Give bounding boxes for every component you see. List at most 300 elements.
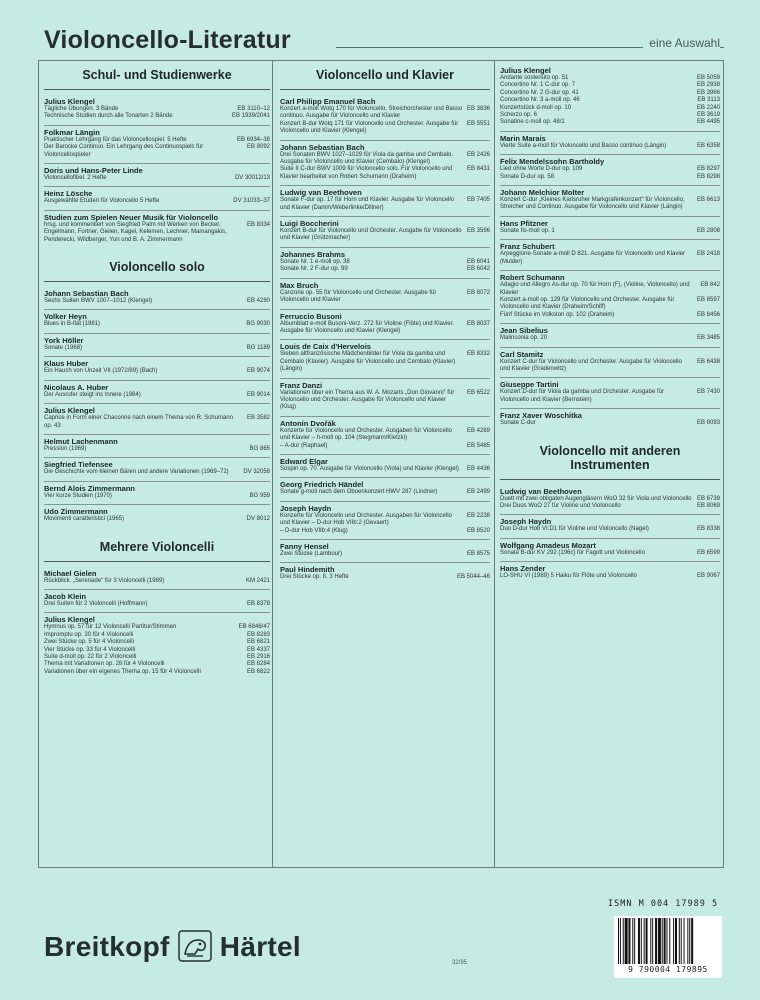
- work-title: Pression (1969): [44, 445, 87, 452]
- edition-number: EB 8037: [466, 320, 490, 327]
- barcode-bar: [652, 918, 653, 964]
- work-title: Duett mit zwei obligaten Augengläsern WoO 32 für Viola und Violoncello: [500, 495, 692, 502]
- work-title: Sonate F-dur op. 17 für Horn und Klavier. Ausgabe für Violoncello und Klavier (Damm/Weberlinke/Dillner): [280, 197, 454, 211]
- edition-number: EB 6522: [466, 389, 490, 396]
- work-row: [500, 389, 720, 404]
- edition-number: EB 8092: [246, 144, 270, 151]
- work-row: [500, 119, 720, 126]
- composer-name: Julius Klengel: [44, 612, 270, 624]
- edition-number: EB 8297: [696, 166, 720, 173]
- composer-name: Julius Klengel: [44, 403, 270, 415]
- column-2: [280, 60, 490, 582]
- edition-number: EB 2240: [696, 104, 720, 111]
- work-title: Der Barocke Continuo. Ein Lehrgang des Continuospiels für Violoncellospieler: [44, 144, 204, 158]
- composer-name: Robert Schumann: [500, 270, 720, 282]
- work-row: [280, 228, 490, 243]
- work-row: [280, 551, 490, 558]
- barcode-bar: [641, 918, 642, 964]
- edition-number: EB 8072: [466, 289, 490, 296]
- composer-name: Ludwig van Beethoven: [500, 486, 582, 496]
- composer-name: Johann Sebastian Bach: [44, 289, 129, 299]
- work-row: [44, 321, 270, 328]
- work-title: – D-dur Hob VIIb:4 (Klug): [280, 527, 348, 534]
- page-title: Violoncello-Literatur: [44, 26, 291, 54]
- edition-number: EB 6599: [696, 549, 720, 556]
- work-row: [500, 82, 720, 89]
- edition-number: EB 8378: [246, 600, 270, 607]
- work-row: [280, 351, 490, 373]
- edition-number: BG 959: [249, 492, 270, 499]
- section-heading: Mehrere Violoncelli: [44, 532, 270, 562]
- work-title: Drei Suiten für 2 Violoncelli (Hoffmann): [44, 600, 148, 607]
- work-title: Arpeggione-Sonate a-moll D 821. Ausgabe für Violoncello und Klavier (Mulder): [500, 251, 686, 265]
- work-row: [44, 144, 270, 159]
- work-title: Impromptu op. 30 für 4 Violoncelli: [44, 631, 134, 638]
- work-row: [500, 197, 720, 212]
- composer-name: Wolfgang Amadeus Mozart: [500, 538, 720, 550]
- publisher-logo: [44, 930, 301, 963]
- publisher-name-left: Breitkopf: [44, 931, 170, 962]
- composer-name: Michael Gielen: [44, 568, 97, 578]
- work-row: [44, 222, 270, 244]
- composer-name: Giuseppe Tartini: [500, 377, 720, 389]
- work-row: [280, 466, 490, 473]
- composer-name: Louis de Caix d'Hervelois: [280, 339, 490, 351]
- composer-name: Edward Elgar: [280, 454, 490, 466]
- edition-number: EB 6821: [246, 639, 270, 646]
- edition-number: DV 8012: [246, 516, 270, 523]
- work-row: [280, 390, 490, 412]
- work-row: [280, 428, 490, 443]
- barcode-bar: [655, 918, 657, 964]
- work-title: Die Geschichte vom kleinen Bären und andere Variationen (1969–72): [44, 469, 229, 476]
- work-title: Concertino Nr. 3 a-moll op. 46: [500, 97, 580, 104]
- edition-number: EB 9067: [696, 573, 720, 580]
- barcode-bar: [646, 918, 648, 964]
- work-title: Blues in B-flat (1981): [44, 321, 101, 328]
- work-title: Concertino Nr. 2 G-dur op. 41: [500, 89, 579, 96]
- work-title: Sechs Suiten BWV 1007–1012 (Klengel): [44, 298, 153, 305]
- edition-number: EB 5044–46: [456, 574, 490, 581]
- column-1: [44, 60, 270, 676]
- edition-number: EB 6042: [466, 266, 490, 273]
- work-row: [44, 493, 270, 500]
- work-row: [44, 392, 270, 399]
- barcode-bar: [679, 918, 680, 964]
- work-title: Konzerte für Violoncello und Orchester. Ausgaben für Violoncello und Klavier – D-dur Hob VIIb:2 (Gevaert): [280, 512, 452, 527]
- work-title: Vier Stücke op. 33 für 4 Violoncelli: [44, 646, 136, 653]
- work-title: – A-dur (Raphael): [280, 442, 328, 449]
- work-row: [44, 624, 270, 631]
- edition-number: EB 1939/2041: [231, 113, 270, 120]
- edition-number: EB 2238: [466, 512, 490, 519]
- barcode-bar: [691, 918, 693, 964]
- edition-number: EB 8520: [466, 527, 490, 534]
- work-title: Konzertstück d-moll op. 10: [500, 104, 572, 111]
- work-title: Adagio und Allegro As-dur op. 70 für Horn (F), (Violine, Violoncello) und Klavier: [500, 282, 690, 296]
- work-row: [44, 516, 270, 523]
- barcode-bar: [675, 918, 677, 964]
- section-heading: Violoncello und Klavier: [280, 60, 490, 90]
- work-title: Praktischer Lehrgang für das Violoncellospiel. 5 Hefte: [44, 136, 187, 143]
- work-row: [280, 106, 490, 121]
- composer-name: Paul Hindemith: [280, 562, 490, 574]
- edition-number: EB 9074: [246, 368, 270, 375]
- barcode-bar: [634, 918, 635, 964]
- edition-number: EB 5485: [466, 442, 490, 449]
- work-title: Sonate (1968): [44, 344, 83, 351]
- work-title: hrsg. und kommentiert von Siegfried Palm mit Werken von Becker, Engelmann, Fortner, Gielen, Kagel, Kelemen, Lechner, Mamangakis, Penderecki, Wildberger, Yun und B. A. Zimmermann: [44, 221, 227, 243]
- edition-number: EB 8283: [246, 631, 270, 638]
- composer-name: Johann Sebastian Bach: [280, 140, 490, 152]
- work-row: [44, 345, 270, 352]
- work-title: Variationen über ein eigenes Thema op. 15 für 4 Violoncelli: [44, 668, 201, 675]
- composer-name: Julius Klengel: [500, 66, 551, 75]
- composer-name: Franz Danzi: [280, 378, 490, 390]
- barcode-bar: [684, 918, 685, 964]
- edition-number: EB 7405: [466, 197, 490, 204]
- barcode-bar: [687, 918, 688, 964]
- composer-name: Hans Zender: [500, 561, 720, 573]
- edition-number: EB 4495: [696, 119, 720, 126]
- edition-number: EB 5551: [466, 120, 490, 127]
- work-title: LO-SHU VI (1989) 5 Haiku für Flöte und Violoncello: [500, 573, 637, 580]
- work-title: Sonate D-dur op. 58: [500, 173, 555, 180]
- barcode-bar: [673, 918, 674, 964]
- catalog-code: 32/95: [452, 960, 468, 966]
- barcode-bar: [664, 918, 666, 964]
- work-title: Duo D-dur Hob VI:D1 für Violine und Violoncello (Nagel): [500, 526, 649, 533]
- edition-number: EB 2426: [466, 151, 490, 158]
- barcode-bar: [620, 918, 621, 964]
- work-row: [280, 166, 490, 181]
- work-title: Suite d-moll op. 22 für 2 Violoncelli: [44, 653, 137, 660]
- edition-number: EB 4436: [466, 465, 490, 472]
- barcode-bar: [644, 918, 645, 964]
- work-row: [280, 266, 490, 273]
- edition-number: DV 30012/13: [234, 175, 270, 182]
- work-title: Sonate Nr. 1 e-moll op. 38: [280, 258, 350, 265]
- work-title: Konzert B-dur Wotq 171 für Violoncello und Orchester. Ausgabe für Violoncello und Klavier (Klengel): [280, 120, 459, 135]
- edition-number: EB 3836: [466, 106, 490, 112]
- work-row: [500, 282, 720, 297]
- work-row: [44, 175, 270, 182]
- edition-number: BG 865: [249, 445, 270, 452]
- work-row: [44, 578, 270, 585]
- composer-name: York Höller: [44, 333, 270, 345]
- work-row: [44, 661, 270, 668]
- edition-number: DV 32058: [243, 469, 270, 476]
- work-row: [500, 526, 720, 533]
- work-row: [44, 113, 270, 120]
- work-title: Vier kurze Studien (1970): [44, 492, 112, 499]
- work-title: Konzert B-dur für Violoncello und Orchester. Ausgabe für Violoncello und Klavier (Grützmacher): [280, 228, 462, 242]
- edition-number: EB 8334: [246, 221, 270, 228]
- edition-number: EB 2808: [696, 227, 720, 234]
- composer-name: Marin Marais: [500, 131, 720, 143]
- edition-number: EB 6041: [466, 258, 490, 265]
- edition-number: EB 3113: [697, 97, 720, 104]
- composer-name: Ferruccio Busoni: [280, 309, 490, 321]
- work-title: Lied ohne Worte D-dur op. 109: [500, 166, 583, 173]
- work-row: [44, 198, 270, 205]
- work-title: Drei Stücke op. 8. 3 Hefte: [280, 574, 349, 581]
- barcode-bar: [638, 918, 640, 964]
- work-row: [280, 321, 490, 336]
- section-heading: Schul- und Studienwerke: [44, 60, 270, 90]
- work-title: Sonate B-dur KV 292 (196c) für Fagott und Violoncello: [500, 549, 645, 556]
- work-row: [44, 106, 270, 113]
- work-title: Drei Duos WoO 27 für Violine und Violoncello: [500, 502, 621, 509]
- edition-number: EB 2418: [696, 251, 720, 258]
- edition-number: EB 6846/47: [238, 624, 270, 631]
- edition-number: EB 9014: [246, 391, 270, 398]
- work-row: [280, 489, 490, 496]
- work-title: Albumblatt e-moll Busoni-Verz. 272 für Violine (Flöte) und Klavier. Ausgabe für Violoncello und Klavier (Klengel): [280, 320, 454, 334]
- composer-name: Ludwig van Beethoven: [280, 185, 490, 197]
- work-title: Movimenti caratteristici (1965): [44, 516, 125, 523]
- work-title: Sonate Nr. 2 F-dur op. 99: [280, 266, 348, 273]
- composer-name: Helmut Lachenmann: [44, 434, 270, 446]
- work-row: [500, 297, 720, 312]
- work-row: [44, 137, 270, 144]
- composer-name: Udo Zimmermann: [44, 504, 270, 516]
- work-row: [500, 335, 720, 342]
- work-row: [500, 312, 720, 319]
- work-row: [280, 290, 490, 305]
- work-row: [500, 251, 720, 266]
- composer-name: Joseph Haydn: [500, 514, 720, 526]
- edition-number: EB 8093: [696, 420, 720, 427]
- composer-name: Nicolaus A. Huber: [44, 380, 270, 392]
- composer-name: Fanny Hensel: [280, 539, 490, 551]
- work-title: Sonate fis-moll op. 1: [500, 227, 555, 234]
- composer-name: Franz Xaver Woschitka: [500, 408, 720, 420]
- composer-name: Hans Pfitzner: [500, 216, 720, 228]
- composer-name: Carl Philipp Emanuel Bach: [280, 97, 376, 106]
- composer-name: Julius Klengel: [44, 97, 95, 106]
- work-row: [500, 166, 720, 173]
- composer-name: Georg Friedrich Händel: [280, 477, 490, 489]
- composer-name: Max Bruch: [280, 278, 490, 290]
- work-title: Concertino Nr. 1 C-dur op. 7: [500, 82, 576, 89]
- work-row: [280, 574, 490, 581]
- work-title: Sospiri op. 70. Ausgabe für Violoncello (Viola) und Klavier (Klengel): [280, 465, 459, 472]
- barcode-bar: [618, 918, 619, 964]
- work-row: [500, 228, 720, 235]
- publisher-name-right: Härtel: [219, 931, 301, 962]
- edition-number: EB 842: [700, 282, 720, 289]
- edition-number: EB 8332: [466, 351, 490, 358]
- edition-number: EB 2938: [696, 82, 720, 89]
- work-title: Konzerte für Violoncello und Orchester. Ausgaben für Violoncello und Klavier – h-moll op. 104 (Stegmann/Kletzki): [280, 427, 452, 442]
- work-row: [500, 75, 720, 82]
- edition-number: DV 31033–37: [233, 198, 270, 205]
- work-title: Ausgewählte Etüden für Violoncello 5 Hefte: [44, 198, 160, 205]
- work-row: [44, 632, 270, 639]
- composer-name: Antonín Dvořák: [280, 416, 490, 428]
- composer-name: Johannes Brahms: [280, 247, 490, 259]
- edition-number: EB 6358: [696, 142, 720, 149]
- work-title: Sieben altfranzösische Mädchenbilder für Viola da gamba und Cembalo (Klavier). Ausgabe für Violoncello und Cembalo (Klavier) (Längin): [280, 351, 456, 373]
- composer-name: Siegfried Tiefensee: [44, 457, 270, 469]
- composer-name: Johann Melchior Molter: [500, 185, 720, 197]
- work-title: Violoncellofibel. 2 Hefte: [44, 175, 107, 182]
- edition-number: EB 6934–38: [236, 136, 270, 143]
- barcode-bar: [658, 918, 661, 964]
- edition-number: EB 3619: [696, 112, 720, 119]
- edition-number: EB 3596: [466, 228, 490, 235]
- work-row: [280, 197, 490, 212]
- barcode-bar: [632, 918, 633, 964]
- composer-name: Felix Mendelssohn Bartholdy: [500, 154, 720, 166]
- work-title: Zwei Stücke (Lambour): [280, 551, 343, 557]
- composer-name: Heinz Lösche: [44, 186, 270, 198]
- work-title: Sonate C-dur: [500, 420, 536, 427]
- composer-name: Folkmar Längin: [44, 125, 270, 137]
- barcode-bar: [666, 918, 667, 964]
- edition-number: EB 4269: [466, 427, 490, 434]
- work-row: [280, 259, 490, 266]
- work-row: [500, 420, 720, 427]
- section-heading: Violoncello solo: [44, 252, 270, 282]
- work-title: Andante sostenuto op. 51: [500, 75, 569, 81]
- edition-number: EB 8298: [696, 173, 720, 180]
- work-title: Caprice in Form einer Chaconne nach einem Thema von R. Schumann op. 43: [44, 415, 233, 429]
- work-title: Variationen über ein Thema aus W. A. Mozarts „Don Giovanni“ für Violoncello und Orchester. Ausgabe für Violoncello und Klavier (Klug): [280, 389, 455, 411]
- edition-number: EB 6739: [696, 495, 720, 502]
- barcode-bars: [618, 918, 718, 964]
- composer-name: Volker Heyn: [44, 309, 270, 321]
- edition-number: EB 8575: [466, 551, 490, 557]
- edition-number: EB 2916: [246, 653, 270, 660]
- work-title: Konzert a-moll op. 129 für Violoncello und Orchester. Ausgabe für Violoncello und Klavier (Draheim/Schiff): [500, 296, 675, 311]
- edition-number: EB 6822: [246, 668, 270, 675]
- work-title: Drei Sonaten BWV 1027–1029 für Viola da gamba und Cembalo. Ausgabe für Violoncello und Klavier (Cembalo) (Klengel): [280, 151, 454, 166]
- work-row: [280, 121, 490, 136]
- work-row: [44, 415, 270, 430]
- page-subtitle: eine Auswahl: [643, 36, 720, 50]
- composer-name: Klaus Huber: [44, 356, 270, 368]
- work-title: Zwei Stücke op. 5 für 4 Violoncelli: [44, 639, 134, 646]
- work-title: Thema mit Variationen op. 28 für 4 Violoncelli: [44, 661, 165, 668]
- work-row: [44, 469, 270, 476]
- composer-name: Doris und Hans-Peter Linde: [44, 163, 270, 175]
- work-title: Technische Studien durch alle Tonarten 2 Bände: [44, 113, 173, 120]
- work-title: Sonatine c-moll op. 48/1: [500, 119, 565, 126]
- edition-number: EB 7430: [696, 389, 720, 396]
- edition-number: EB 8284: [246, 661, 270, 668]
- work-title: Rückblick. „Serenade“ für 3 Violoncelli (1989): [44, 577, 165, 584]
- work-row: [500, 550, 720, 557]
- edition-number: EB 8597: [696, 296, 720, 303]
- barcode-bar: [689, 918, 690, 964]
- lion-emblem-icon: [178, 930, 212, 962]
- barcode-bar: [650, 918, 651, 964]
- work-title: Konzert C-dur „Kleines Karlsruher Markgrafenkonzert“ für Violoncello, Streicher und Continuo. Ausgabe für Violoncello und Klavier (Längin): [500, 197, 685, 211]
- edition-number: EB 5059: [696, 75, 720, 81]
- work-title: Konzert D-dur für Viola da gamba und Orchester. Ausgabe für Violoncello und Klavier (Bernstein): [500, 389, 664, 403]
- work-row: [44, 647, 270, 654]
- ismn-label: ISMN M 004 17989 5: [608, 899, 719, 909]
- work-title: Scherzo op. 6: [500, 112, 538, 119]
- work-title: Konzert C-dur für Violoncello und Orchester. Ausgabe für Violoncello und Klavier (Gradenwitz): [500, 358, 682, 372]
- composer-name: Bernd Alois Zimmermann: [44, 481, 270, 493]
- edition-number: EB 3582: [246, 415, 270, 422]
- work-title: Canzone op. 55 für Violoncello und Orchester. Ausgabe für Violoncello und Klavier: [280, 289, 437, 304]
- work-row: [44, 368, 270, 375]
- edition-number: EB 8431: [466, 166, 490, 173]
- work-row: [500, 174, 720, 181]
- work-row: [500, 112, 720, 119]
- work-title: Suite II C-dur BWV 1009 für Violoncello solo. Für Violoncello und Klavier bearbeitet von Robert Schumann (Draheim): [280, 166, 453, 180]
- barcode-bar: [625, 918, 628, 964]
- edition-number: BG 9030: [246, 321, 270, 328]
- work-title: Vierte Suite a-moll für Violoncello und Basso continuo (Längin): [500, 142, 667, 149]
- edition-number: KM 2421: [245, 577, 270, 584]
- edition-number: EB 2499: [466, 489, 490, 496]
- section-heading: Violoncello mit anderen Instrumenten: [500, 436, 720, 480]
- work-row: [280, 513, 490, 528]
- barcode-bar: [628, 918, 630, 964]
- work-row: [500, 359, 720, 374]
- work-row: [500, 105, 720, 112]
- work-row: [500, 503, 720, 510]
- edition-number: BG 1189: [246, 344, 270, 351]
- work-title: Der Ausrufer steigt ins Innere (1984): [44, 391, 141, 398]
- work-title: Konzert a-moll Wotq 170 für Violoncello, Streichorchester und Basso continuo. Ausgabe für Violoncello und Klavier: [280, 106, 463, 120]
- work-title: Ein Hauch von Unzeit VII (1972/89) (Bach): [44, 368, 158, 375]
- composer-name: Franz Schubert: [500, 239, 720, 251]
- work-row: [44, 669, 270, 676]
- work-row: [500, 97, 720, 104]
- barcode-number: 9 790004 179895: [628, 965, 708, 974]
- composer-name: Luigi Boccherini: [280, 216, 490, 228]
- edition-number: EB 3485: [696, 335, 720, 342]
- work-row: [280, 528, 490, 535]
- barcode-bar: [623, 918, 624, 964]
- edition-number: EB 8456: [696, 311, 720, 318]
- barcode-bar: [669, 918, 670, 964]
- composer-name: Carl Stamitz: [500, 347, 720, 359]
- work-row: [44, 601, 270, 608]
- barcode-bar: [681, 918, 682, 964]
- work-row: [280, 152, 490, 167]
- edition-number: EB 4337: [246, 646, 270, 653]
- composer-name: Joseph Haydn: [280, 501, 490, 513]
- edition-number: EB 4280: [246, 298, 270, 305]
- edition-number: EB 3966: [696, 89, 720, 96]
- work-row: [44, 654, 270, 661]
- edition-number: EB 6613: [696, 197, 720, 204]
- barcode-bar: [662, 918, 663, 964]
- barcode: [614, 916, 722, 978]
- composer-name: Jean Sibelius: [500, 323, 720, 335]
- edition-number: EB 8069: [696, 502, 720, 509]
- work-title: Fünf Stücke im Volkston op. 102 (Draheim): [500, 311, 615, 318]
- work-row: [280, 443, 490, 450]
- work-row: [44, 446, 270, 453]
- work-row: [500, 143, 720, 150]
- work-row: [44, 298, 270, 305]
- edition-number: EB 6438: [696, 358, 720, 365]
- work-row: [500, 90, 720, 97]
- work-title: Tägliche Übungen. 3 Bände: [44, 106, 119, 112]
- work-title: Hymnus op. 57 für 12 Violoncelli Partitur/Stimmen: [44, 624, 177, 631]
- work-row: [500, 573, 720, 580]
- work-title: Malinconia op. 20: [500, 335, 548, 342]
- edition-number: EB 3110–12: [237, 106, 270, 112]
